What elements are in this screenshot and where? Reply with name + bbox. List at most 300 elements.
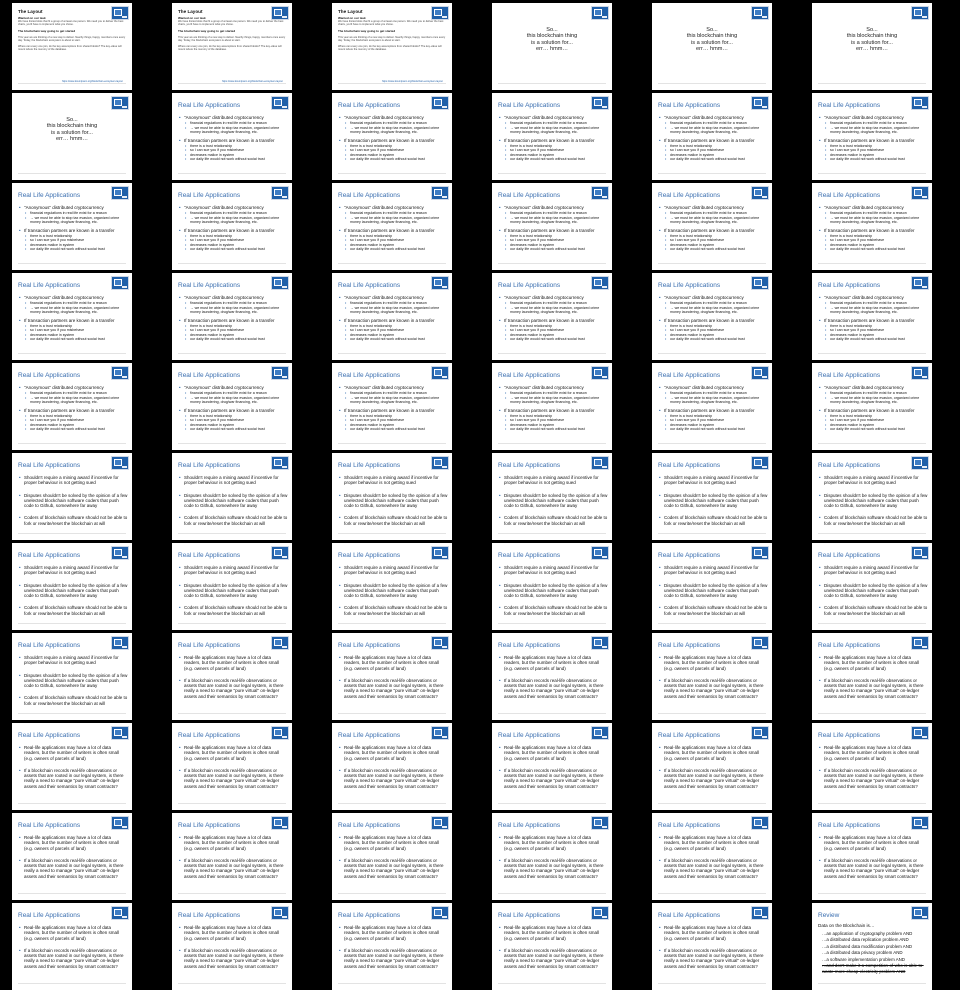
bullet: • Disputes shouldn't be solved by the opinion of a few unelected blockchain software coders that push code to Github, somewhere far away — [498, 493, 608, 509]
slide-footer — [498, 533, 606, 537]
university-logo-icon — [591, 366, 609, 380]
slide-body — [18, 925, 128, 970]
slide-footer — [338, 263, 446, 267]
slide-body — [658, 115, 768, 161]
sub-bullet: • financial regulations in real life exist for a reason — [658, 211, 768, 215]
sub-bullet: • so I can sue you if you misbehave — [498, 328, 608, 332]
sub-bullet: • → we must be able to stop tax evasion, organized crime money laundering, drug/war financing, etc. — [338, 306, 448, 314]
slide-footer — [818, 623, 926, 627]
sub-bullet: • financial regulations in real life exist for a reason — [18, 391, 128, 395]
slide-body — [658, 655, 768, 700]
slide-title: Real Life Applications — [18, 822, 81, 829]
slide-title: Real Life Applications — [18, 552, 81, 559]
slide-thumbnail[interactable] — [652, 903, 772, 990]
bullet: • Shouldn't require a mining award if incentive for proper behaviour is not getting sued — [818, 565, 928, 576]
slide-thumbnail[interactable] — [492, 813, 612, 900]
sub-bullet: • so I can sue you if you misbehave — [178, 148, 288, 152]
slide-title: The Layout — [178, 9, 203, 14]
sub-bullet: • our daily life would not work without social trust — [338, 427, 448, 431]
slide-thumbnail[interactable] — [12, 3, 132, 90]
bullet: • Real-life applications may have a lot of data readers, but the number of writers is often small (e.g. owners of parcels of land) — [178, 655, 288, 671]
slide-body — [18, 385, 128, 431]
bullet: • Disputes shouldn't be solved by the opinion of a few unelected blockchain software coders that push code to Github, somewhere far away — [178, 493, 288, 509]
sub-bullet: • decreases malice in system — [178, 333, 288, 337]
slide-title: Real Life Applications — [338, 462, 401, 469]
slide-thumbnail[interactable] — [492, 543, 612, 630]
sub-bullet: • our daily life would not work without social trust — [338, 247, 448, 251]
slide-thumbnail[interactable] — [492, 363, 612, 450]
sub-bullet: • our daily life would not work without social trust — [338, 157, 448, 161]
bullet: • Real-life applications may have a lot of data readers, but the number of writers is often small (e.g. owners of parcels of land) — [178, 745, 288, 761]
sub-bullet: • our daily life would not work without social trust — [658, 337, 768, 341]
slide-thumbnail[interactable] — [12, 93, 132, 180]
slide-thumbnail[interactable] — [652, 633, 772, 720]
bullet: • If transaction partners are known in a transfer — [18, 228, 128, 233]
bullet: • Shouldn't require a mining award if incentive for proper behaviour is not getting sued — [18, 565, 128, 576]
bullet: • Shouldn't require a mining award if incentive for proper behaviour is not getting sued — [338, 475, 448, 486]
slide-link[interactable]: https://www.loremipsum.org/blockchain-ecosystem-layout — [222, 80, 283, 83]
slide-footer — [18, 173, 126, 177]
bullet: • "Anonymous" distributed cryptocurrency — [178, 205, 288, 210]
slide-title: Real Life Applications — [498, 462, 561, 469]
bullet: • Real-life applications may have a lot of data readers, but the number of writers is often small (e.g. owners of parcels of land) — [658, 745, 768, 761]
slide-body — [658, 475, 768, 527]
question-line: err… hmm… — [855, 46, 888, 53]
bullet: • If transaction partners are known in a transfer — [818, 138, 928, 143]
slide-thumbnail[interactable] — [332, 363, 452, 450]
bullet: • "Anonymous" distributed cryptocurrency — [658, 115, 768, 120]
slide-title: Real Life Applications — [498, 192, 561, 199]
slide-title: Real Life Applications — [498, 732, 561, 739]
slide-title: Real Life Applications — [18, 282, 81, 289]
bullet: • Real-life applications may have a lot of data readers, but the number of writers is often small (e.g. owners of parcels of land) — [338, 655, 448, 671]
slide-title: Real Life Applications — [178, 282, 241, 289]
sub-bullet: • decreases malice in system — [498, 423, 608, 427]
bullet: • If transaction partners are known in a transfer — [338, 408, 448, 413]
slide-thumbnail[interactable] — [812, 813, 932, 900]
sub-bullet: • there is a trust relationship — [178, 144, 288, 148]
bullet: • If a blockchain records real-life observations or assets that are rooted in our legal system, is there really a need to manage "pure virtual" on-ledger assets and their semantics by smart contracts? — [338, 948, 448, 969]
bullet: • If a blockchain records real-life observations or assets that are rooted in our legal system, is there really a need to manage "pure virtual" on-ledger assets and their semantics by smart contracts? — [498, 678, 608, 699]
slide-body — [658, 385, 768, 431]
slide-title: Review — [818, 912, 840, 919]
sub-bullet: • our daily life would not work without social trust — [18, 337, 128, 341]
slide-thumbnail[interactable] — [332, 273, 452, 360]
slide-title: The Layout — [18, 9, 43, 14]
slide-thumbnail[interactable] — [652, 93, 772, 180]
question-line: So... — [866, 27, 878, 33]
sub-bullet: • our daily life would not work without social trust — [658, 157, 768, 161]
university-logo-icon — [111, 906, 129, 920]
slide-body — [818, 115, 928, 161]
slide-thumbnail[interactable] — [492, 273, 612, 360]
slide-title: Real Life Applications — [18, 642, 81, 649]
university-logo-icon — [911, 96, 929, 110]
review-item: …an application of cryptography problem AND — [822, 931, 913, 936]
slide-title: The Layout — [338, 9, 363, 14]
section-heading: Wanted on our task — [338, 16, 366, 20]
slide-footer — [658, 263, 766, 267]
sub-bullet: • so I can sue you if you misbehave — [338, 238, 448, 242]
slide-thumbnail[interactable] — [12, 273, 132, 360]
sub-bullet: • our daily life would not work without social trust — [178, 157, 288, 161]
university-logo-icon — [431, 186, 449, 200]
slide-link[interactable]: https://www.loremipsum.org/blockchain-ecosystem-layout — [62, 80, 123, 83]
slide-thumbnail[interactable] — [12, 543, 132, 630]
sub-bullet: • so I can sue you if you misbehave — [658, 238, 768, 242]
sub-bullet: • our daily life would not work without social trust — [818, 427, 928, 431]
slide-footer — [178, 623, 286, 627]
sub-bullet: • there is a trust relationship — [18, 234, 128, 238]
slide-title: Real Life Applications — [818, 552, 881, 559]
slide-thumbnail[interactable] — [12, 723, 132, 810]
section-heading: Wanted on our task — [18, 16, 46, 20]
university-logo-icon — [111, 816, 129, 830]
sub-bullet: • there is a trust relationship — [178, 234, 288, 238]
sub-bullet: • there is a trust relationship — [338, 234, 448, 238]
question-line: So... — [706, 27, 718, 33]
slide-title: Real Life Applications — [818, 462, 881, 469]
slide-thumbnail[interactable] — [12, 363, 132, 450]
slide-footer — [818, 533, 926, 537]
paragraph: Where can every one join, do the key assumptions from shared blocks? The key-value will mount where the memory of the database. — [338, 45, 442, 52]
bullet: • "Anonymous" distributed cryptocurrency — [18, 385, 128, 390]
slide-body — [818, 835, 928, 880]
slide-body — [338, 385, 448, 431]
sub-bullet: • our daily life would not work without social trust — [658, 427, 768, 431]
slide-thumbnail[interactable] — [172, 813, 292, 900]
slide-title: Real Life Applications — [818, 642, 881, 649]
sub-bullet: • financial regulations in real life exist for a reason — [178, 121, 288, 125]
sub-bullet: • financial regulations in real life exist for a reason — [658, 121, 768, 125]
bullet: • If transaction partners are known in a transfer — [498, 138, 608, 143]
sub-bullet: • decreases malice in system — [338, 333, 448, 337]
sub-bullet: • financial regulations in real life exist for a reason — [498, 211, 608, 215]
slide-body — [498, 565, 608, 617]
bullet: • If transaction partners are known in a transfer — [658, 138, 768, 143]
slide-title: Real Life Applications — [658, 192, 721, 199]
question-line: is a solution for... — [691, 39, 733, 46]
sub-bullet: • → we must be able to stop tax evasion, organized crime money laundering, drug/war financing, etc. — [498, 126, 608, 134]
bullet: • "Anonymous" distributed cryptocurrency — [338, 295, 448, 300]
slide-thumbnail[interactable] — [332, 3, 452, 90]
bullet: • "Anonymous" distributed cryptocurrency — [338, 115, 448, 120]
slide-title: Real Life Applications — [498, 912, 561, 919]
bullet: • Disputes shouldn't be solved by the opinion of a few unelected blockchain software coders that push code to Github, somewhere far away — [658, 493, 768, 509]
slide-thumbnail[interactable] — [652, 453, 772, 540]
slide-thumbnail[interactable] — [12, 903, 132, 990]
slide-thumbnail[interactable] — [172, 903, 292, 990]
slide-body — [338, 17, 446, 52]
slide-thumbnail[interactable] — [332, 723, 452, 810]
sub-bullet: • our daily life would not work without social trust — [178, 337, 288, 341]
slide-footer — [338, 893, 446, 897]
slide-thumbnail[interactable] — [12, 183, 132, 270]
university-logo-icon — [911, 366, 929, 380]
slide-title: Real Life Applications — [818, 372, 881, 379]
sub-bullet: • financial regulations in real life exist for a reason — [338, 391, 448, 395]
sub-bullet: • decreases malice in system — [498, 333, 608, 337]
slide-title: Real Life Applications — [658, 102, 721, 109]
university-logo-icon — [111, 96, 129, 110]
sub-bullet: • financial regulations in real life exist for a reason — [498, 391, 608, 395]
bullet: • Disputes shouldn't be solved by the opinion of a few unelected blockchain software coders that push code to Github, somewhere far away — [18, 493, 128, 509]
slide-body — [658, 835, 768, 880]
slide-footer — [498, 173, 606, 177]
slide-thumbnail[interactable] — [172, 633, 292, 720]
bullet: • "Anonymous" distributed cryptocurrency — [18, 205, 128, 210]
slide-footer — [18, 83, 126, 87]
slide-title: Real Life Applications — [498, 822, 561, 829]
university-logo-icon — [911, 906, 929, 920]
section-heading: The blockchain way going to get started — [338, 28, 396, 33]
sub-bullet: • there is a trust relationship — [498, 324, 608, 328]
sub-bullet: • → we must be able to stop tax evasion, organized crime money laundering, drug/war financing, etc. — [338, 126, 448, 134]
slide-thumbnail[interactable] — [172, 453, 292, 540]
university-logo-icon — [271, 96, 289, 110]
slide-thumbnail[interactable] — [172, 543, 292, 630]
slide-footer — [18, 263, 126, 267]
university-logo-icon — [271, 546, 289, 560]
centered-question — [812, 27, 932, 53]
university-logo-icon — [431, 726, 449, 740]
slide-thumbnail[interactable] — [332, 633, 452, 720]
slide-title: Real Life Applications — [18, 462, 81, 469]
slide-body — [338, 655, 448, 700]
sub-bullet: • financial regulations in real life exist for a reason — [818, 301, 928, 305]
sub-bullet: • so I can sue you if you misbehave — [498, 418, 608, 422]
slide-footer — [18, 893, 126, 897]
bullet: • Coders of blockchain software should not be able to fork or rewrite/reset the blockchain at will — [658, 515, 768, 526]
slide-title: Real Life Applications — [498, 372, 561, 379]
university-logo-icon — [591, 186, 609, 200]
slide-thumbnail[interactable] — [12, 813, 132, 900]
slide-title: Real Life Applications — [338, 192, 401, 199]
slide-thumbnail[interactable] — [492, 93, 612, 180]
bullet: • Shouldn't require a mining award if incentive for proper behaviour is not getting sued — [178, 475, 288, 486]
bullet: • Coders of blockchain software should not be able to fork or rewrite/reset the blockchain at will — [178, 515, 288, 526]
sub-bullet: • financial regulations in real life exist for a reason — [498, 301, 608, 305]
slide-thumbnail[interactable] — [332, 93, 452, 180]
sub-bullet: • so I can sue you if you misbehave — [658, 148, 768, 152]
sub-bullet: • financial regulations in real life exist for a reason — [818, 211, 928, 215]
slide-thumbnail[interactable] — [652, 273, 772, 360]
bullet: • Coders of blockchain software should not be able to fork or rewrite/reset the blockchain at will — [18, 605, 128, 616]
slide-thumbnail[interactable] — [652, 543, 772, 630]
slide-title: Real Life Applications — [18, 192, 81, 199]
slide-footer — [818, 83, 926, 87]
university-logo-icon — [911, 816, 929, 830]
sub-bullet: • → we must be able to stop tax evasion, organized crime money laundering, drug/war financing, etc. — [818, 216, 928, 224]
slide-footer — [818, 173, 926, 177]
sub-bullet: • our daily life would not work without social trust — [178, 427, 288, 431]
bullet: • Disputes shouldn't be solved by the opinion of a few unelected blockchain software coders that push code to Github, somewhere far away — [338, 493, 448, 509]
university-logo-icon — [431, 636, 449, 650]
bullet: • Disputes shouldn't be solved by the opinion of a few unelected blockchain software coders that push code to Github, somewhere far away — [658, 583, 768, 599]
slide-thumbnail[interactable] — [172, 183, 292, 270]
bullet: • If transaction partners are known in a transfer — [818, 408, 928, 413]
sub-bullet: • there is a trust relationship — [338, 144, 448, 148]
slide-thumbnail[interactable] — [812, 453, 932, 540]
slide-thumbnail[interactable] — [332, 813, 452, 900]
bullet: • If transaction partners are known in a transfer — [18, 318, 128, 323]
slide-title: Real Life Applications — [178, 372, 241, 379]
bullet: • If a blockchain records real-life observations or assets that are rooted in our legal system, is there really a need to manage "pure virtual" on-ledger assets and their semantics by smart contracts? — [18, 858, 128, 879]
slide-thumbnail[interactable] — [12, 633, 132, 720]
slide-body — [818, 295, 928, 341]
bullet: • Coders of blockchain software should not be able to fork or rewrite/reset the blockchain at will — [498, 605, 608, 616]
slide-footer — [818, 983, 926, 987]
bullet: • If transaction partners are known in a transfer — [498, 408, 608, 413]
slide-body — [498, 115, 608, 161]
sub-bullet: • there is a trust relationship — [178, 414, 288, 418]
bullet: • If a blockchain records real-life observations or assets that are rooted in our legal system, is there really a need to manage "pure virtual" on-ledger assets and their semantics by smart contracts? — [498, 768, 608, 789]
sub-bullet: • → we must be able to stop tax evasion, organized crime money laundering, drug/war financing, etc. — [658, 126, 768, 134]
slide-body — [18, 745, 128, 790]
bullet: • If transaction partners are known in a transfer — [498, 318, 608, 323]
slide-thumbnail[interactable] — [332, 453, 452, 540]
paragraph: This year we are thinking of a new way to deliver. Nearby things, happy, members once every day. Today, the blockchain ecosystem is about to start. — [338, 35, 446, 43]
slide-body — [658, 565, 768, 617]
sub-bullet: • financial regulations in real life exist for a reason — [818, 121, 928, 125]
slide-body — [498, 925, 608, 970]
university-logo-icon — [431, 276, 449, 290]
slide-thumbnail[interactable] — [812, 183, 932, 270]
slide-thumbnail[interactable] — [332, 903, 452, 990]
bullet: • If a blockchain records real-life observations or assets that are rooted in our legal system, is there really a need to manage "pure virtual" on-ledger assets and their semantics by smart contracts? — [338, 858, 448, 879]
slide-thumbnail[interactable] — [812, 903, 932, 990]
slide-thumbnail[interactable] — [812, 273, 932, 360]
sub-bullet: • financial regulations in real life exist for a reason — [338, 121, 448, 125]
sub-bullet: • our daily life would not work without social trust — [658, 247, 768, 251]
slide-footer — [338, 803, 446, 807]
paragraph: This year we are thinking of a new way to deliver. Nearby things, happy, members once every day. Today, the blockchain ecosystem is about to start. — [18, 35, 126, 43]
sub-bullet: • our daily life would not work without social trust — [18, 427, 128, 431]
slide-thumbnail[interactable] — [332, 183, 452, 270]
slide-thumbnail[interactable] — [12, 453, 132, 540]
bullet: • If a blockchain records real-life observations or assets that are rooted in our legal system, is there really a need to manage "pure virtual" on-ledger assets and their semantics by smart contracts? — [658, 768, 768, 789]
slide-thumbnail[interactable] — [492, 903, 612, 990]
slide-title: Real Life Applications — [658, 822, 721, 829]
slide-footer — [338, 983, 446, 987]
university-logo-icon — [591, 276, 609, 290]
slide-body — [338, 115, 448, 161]
slide-thumbnail[interactable] — [652, 813, 772, 900]
slide-thumbnail[interactable] — [172, 363, 292, 450]
slide-title: Real Life Applications — [178, 192, 241, 199]
university-logo-icon — [271, 276, 289, 290]
bullet: • If a blockchain records real-life observations or assets that are rooted in our legal system, is there really a need to manage "pure virtual" on-ledger assets and their semantics by smart contracts? — [658, 948, 768, 969]
bullet: • Coders of blockchain software should not be able to fork or rewrite/reset the blockchain at will — [658, 605, 768, 616]
slide-footer — [658, 443, 766, 447]
slide-body — [178, 17, 286, 52]
slide-footer — [178, 983, 286, 987]
paragraph: Where can every one join, do the key assumptions from shared blocks? The key-value will mount where the memory of the database. — [18, 45, 122, 52]
sub-bullet: • → we must be able to stop tax evasion, organized crime money laundering, drug/war financing, etc. — [178, 306, 288, 314]
slide-footer — [658, 173, 766, 177]
slide-title: Real Life Applications — [658, 372, 721, 379]
sub-bullet: • our daily life would not work without social trust — [178, 247, 288, 251]
slide-footer — [498, 803, 606, 807]
slide-thumbnail[interactable] — [812, 363, 932, 450]
sub-bullet: • financial regulations in real life exist for a reason — [178, 391, 288, 395]
sub-bullet: • there is a trust relationship — [818, 414, 928, 418]
slide-title: Real Life Applications — [18, 912, 81, 919]
slide-thumbnail[interactable] — [652, 183, 772, 270]
question-line: err… hmm… — [695, 46, 728, 53]
bullet: • Real-life applications may have a lot of data readers, but the number of writers is often small (e.g. owners of parcels of land) — [658, 925, 768, 941]
slide-body — [498, 295, 608, 341]
slide-body — [18, 205, 128, 251]
bullet: • "Anonymous" distributed cryptocurrency — [498, 385, 608, 390]
slide-thumbnail[interactable] — [652, 3, 772, 90]
slide-thumbnail[interactable] — [492, 3, 612, 90]
sub-bullet: • → we must be able to stop tax evasion, organized crime money laundering, drug/war financing, etc. — [498, 216, 608, 224]
sub-bullet: • there is a trust relationship — [338, 414, 448, 418]
slide-thumbnail[interactable] — [492, 183, 612, 270]
sub-bullet: • there is a trust relationship — [178, 324, 288, 328]
sub-bullet: • there is a trust relationship — [658, 144, 768, 148]
slide-thumbnail[interactable] — [652, 723, 772, 810]
slide-body — [178, 655, 288, 700]
slide-thumbnail[interactable] — [332, 543, 452, 630]
slide-title: Real Life Applications — [498, 642, 561, 649]
bullet: • Real-life applications may have a lot of data readers, but the number of writers is often small (e.g. owners of parcels of land) — [498, 835, 608, 851]
sub-bullet: • decreases malice in system — [658, 153, 768, 157]
slide-thumbnail[interactable] — [812, 93, 932, 180]
slide-link[interactable]: https://www.loremipsum.org/blockchain-ecosystem-layout — [382, 80, 443, 83]
slide-footer — [818, 893, 926, 897]
slide-thumbnail[interactable] — [172, 93, 292, 180]
slide-thumbnail[interactable] — [812, 633, 932, 720]
bullet: • Coders of blockchain software should not be able to fork or rewrite/reset the blockchain at will — [178, 605, 288, 616]
bullet: • Coders of blockchain software should not be able to fork or rewrite/reset the blockchain at will — [818, 515, 928, 526]
slide-thumbnail[interactable] — [812, 543, 932, 630]
slide-thumbnail[interactable] — [492, 453, 612, 540]
slide-body — [658, 745, 768, 790]
sub-bullet: • → we must be able to stop tax evasion, organized crime money laundering, drug/war financing, etc. — [658, 396, 768, 404]
slide-body — [338, 565, 448, 617]
slide-thumbnail[interactable] — [652, 363, 772, 450]
slide-footer — [658, 533, 766, 537]
slide-body — [338, 835, 448, 880]
university-logo-icon — [271, 186, 289, 200]
slide-thumbnail[interactable] — [172, 3, 292, 90]
slide-thumbnail[interactable] — [172, 273, 292, 360]
bullet: • If transaction partners are known in a transfer — [338, 228, 448, 233]
bullet: • If transaction partners are known in a transfer — [338, 138, 448, 143]
university-logo-icon — [751, 906, 769, 920]
review-subtitle: Data on the Blockchain is… — [818, 923, 875, 928]
slide-thumbnail[interactable] — [172, 723, 292, 810]
sub-bullet: • financial regulations in real life exist for a reason — [658, 391, 768, 395]
slide-thumbnail[interactable] — [492, 723, 612, 810]
slide-thumbnail[interactable] — [812, 723, 932, 810]
bullet: • If a blockchain records real-life observations or assets that are rooted in our legal system, is there really a need to manage "pure virtual" on-ledger assets and their semantics by smart contracts? — [818, 858, 928, 879]
bullet: • "Anonymous" distributed cryptocurrency — [658, 205, 768, 210]
slide-body — [818, 475, 928, 527]
section-heading: The blockchain way going to get started — [18, 28, 76, 33]
bullet: • Coders of blockchain software should not be able to fork or rewrite/reset the blockchain at will — [498, 515, 608, 526]
sub-bullet: • decreases malice in system — [178, 153, 288, 157]
sub-bullet: • decreases malice in system — [338, 153, 448, 157]
slide-body — [338, 205, 448, 251]
sub-bullet: • so I can sue you if you misbehave — [658, 328, 768, 332]
slide-thumbnail[interactable] — [812, 3, 932, 90]
slide-thumbnail[interactable] — [492, 633, 612, 720]
bullet: • If a blockchain records real-life observations or assets that are rooted in our legal system, is there really a need to manage "pure virtual" on-ledger assets and their semantics by smart contracts? — [18, 948, 128, 969]
question-line: err… hmm… — [55, 136, 88, 143]
